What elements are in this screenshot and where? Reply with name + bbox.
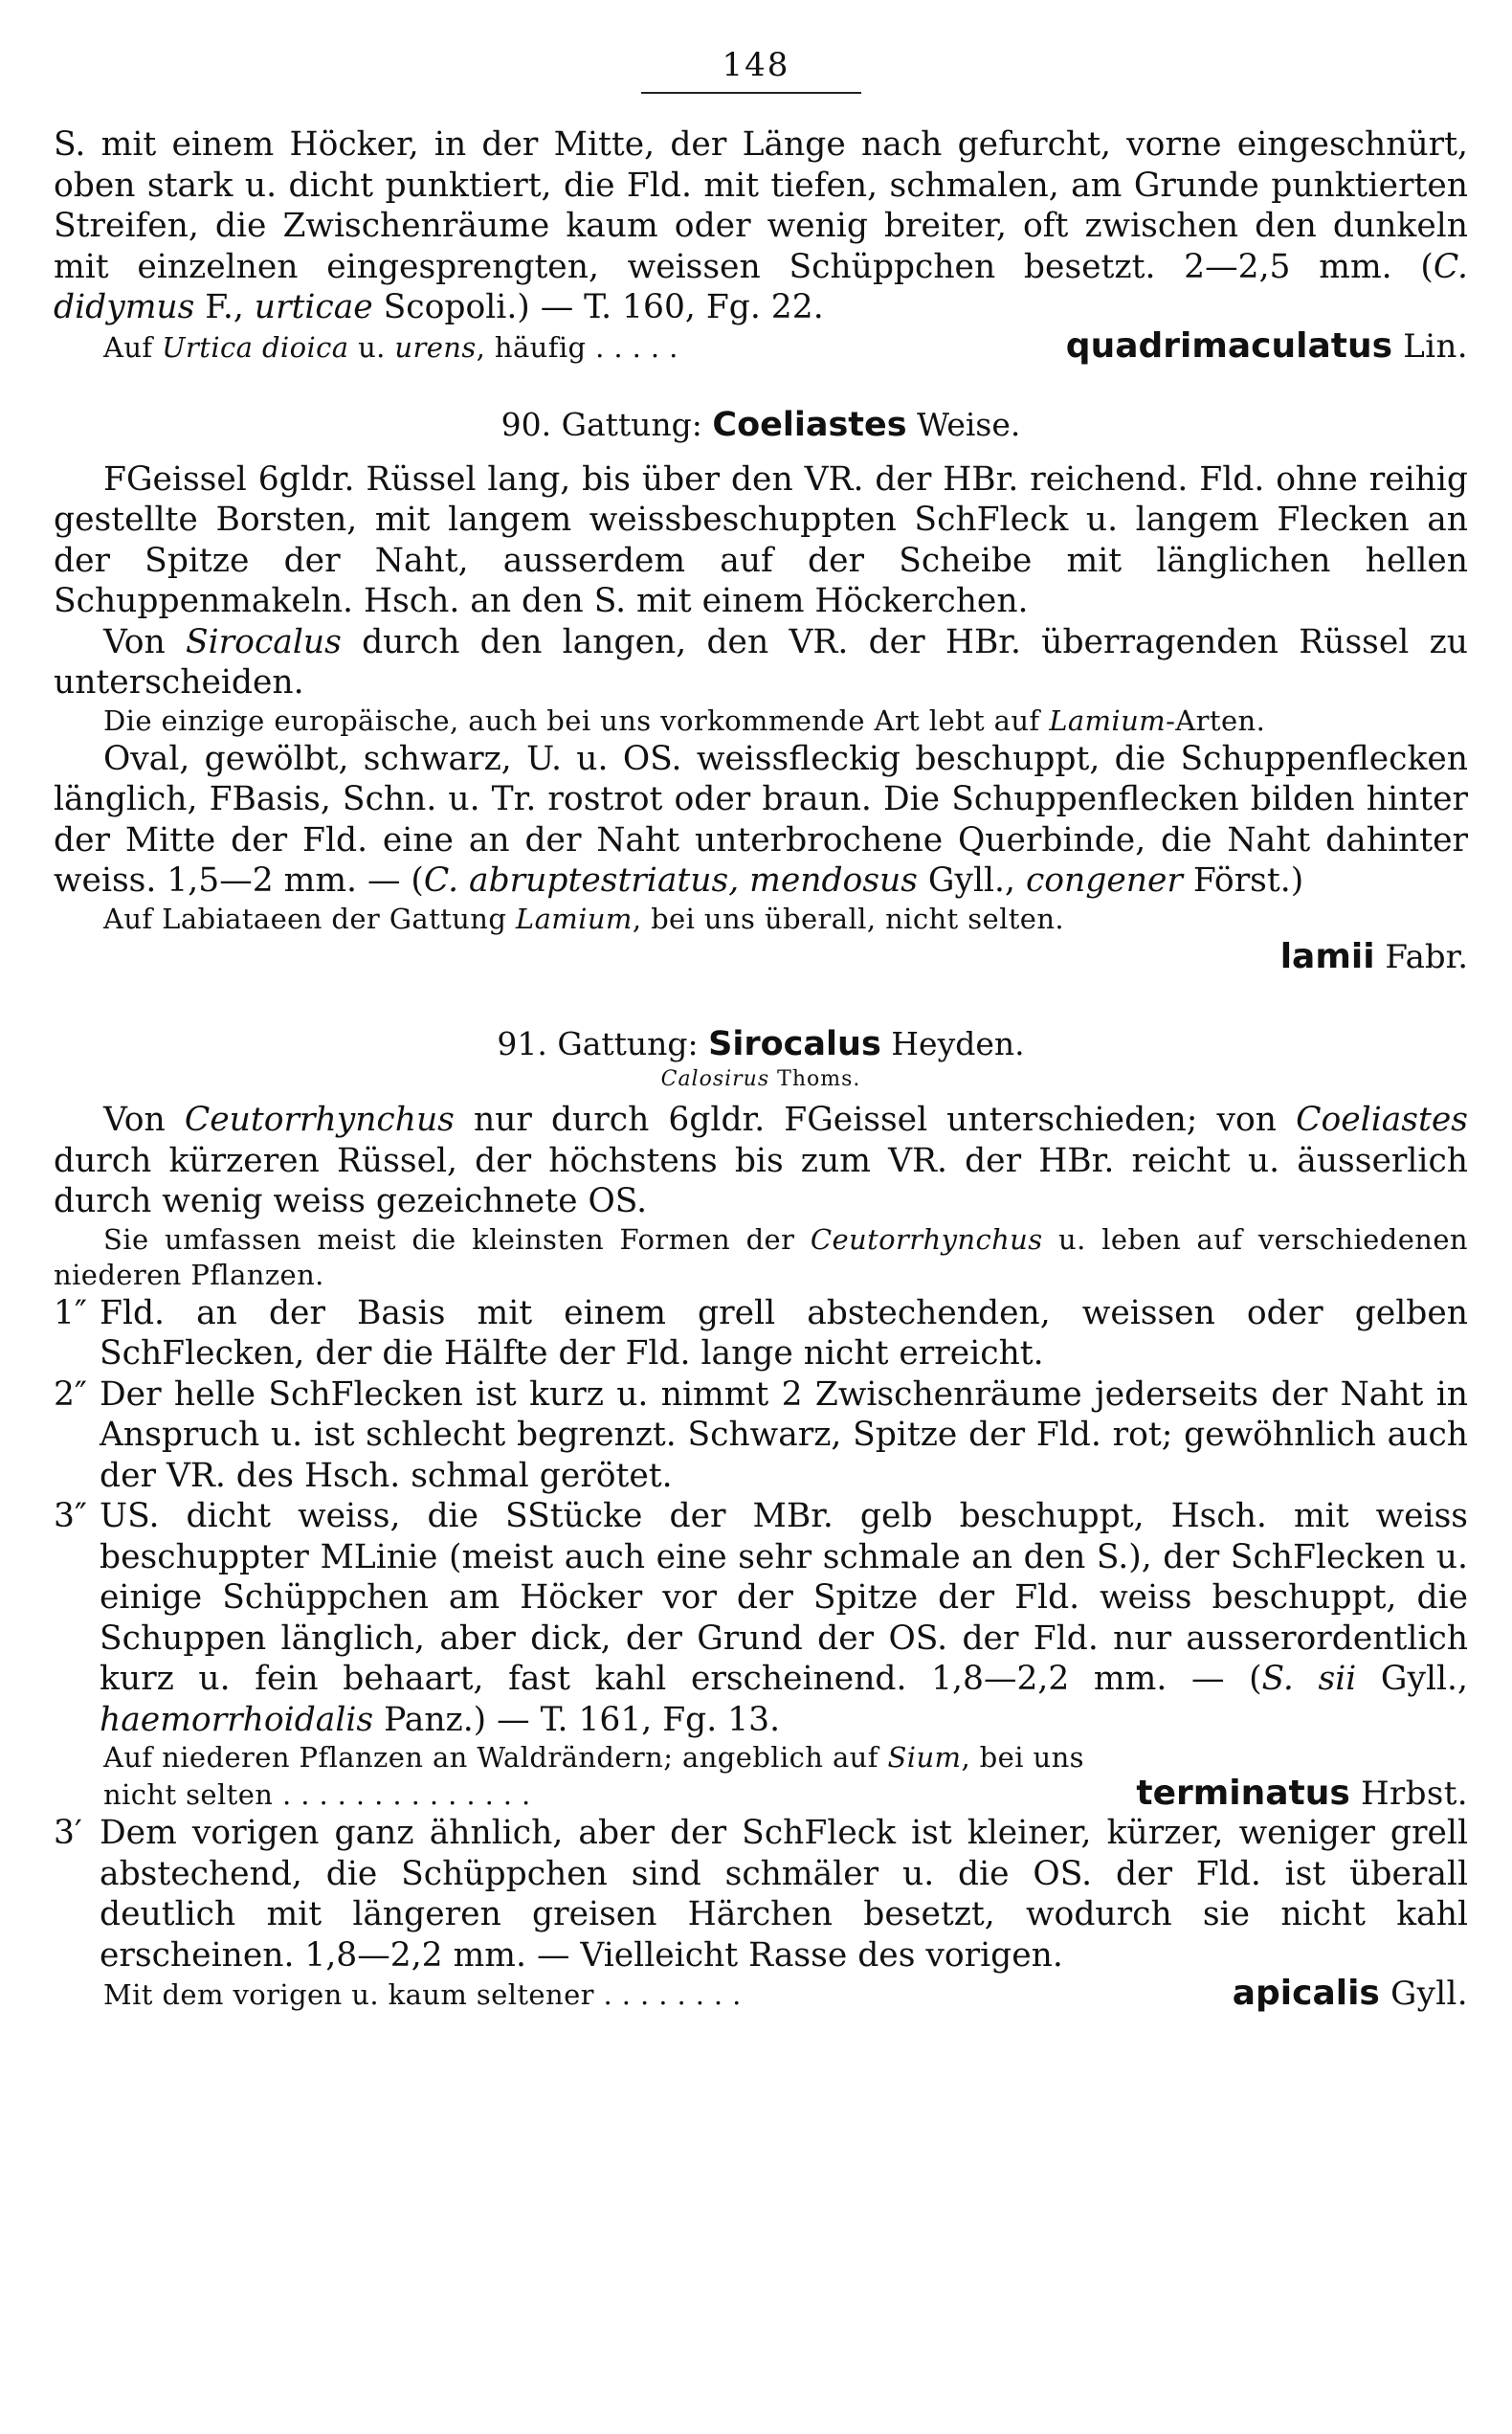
species-name-apicalis: apicalis Gyll. bbox=[1232, 1974, 1468, 2013]
species-name-lamii: lamii Fabr. bbox=[1279, 936, 1468, 976]
species-description-lamii: Oval, gewölbt, schwarz, U. u. OS. weissfleckig beschuppt, die Schuppenflecken länglich, FBasis, Schn. u. Tr. rostrot oder braun. Die Schuppenflecken bilden hinter der Mitte der Fld. eine an der Naht unterbrochene Querbinde, die Naht dahinter weiss. 1,5—2 mm. — (C. abruptestriatus, mendosus Gyll., congener Först.) bbox=[54, 739, 1468, 900]
habitat-line-terminatus: Auf niederen Pflanzen an Waldrändern; angeblich auf Sium, bei uns bbox=[103, 1741, 1084, 1774]
genus-90-description: FGeissel 6gldr. Rüssel lang, bis über den VR. der HBr. reichend. Fld. ohne reihig gestellte Borsten, mit langem weissbeschuppten SchFleck u. langem Flecken an der Spitze der Naht, ausserdem auf der Scheibe mit länglichen hellen Schuppenmakeln. Hsch. an den S. mit einem Höckerchen. bbox=[54, 459, 1468, 620]
genus-heading-91: 91. Gattung: Sirocalus Heyden. bbox=[497, 1025, 1025, 1063]
species-name-quadrimaculatus: quadrimaculatus Lin. bbox=[1065, 325, 1468, 366]
key-couplet-3: 3″ US. dicht weiss, die SStücke der MBr. gelb beschuppt, Hsch. mit weiss beschuppter MLinie (meist auch eine sehr schmale an den S.), der SchFlecken u. einige Schüppchen am Höcker vor der Spitze der Fld. weiss beschuppt, die Schuppen länglich, aber dick, der Grund der OS. der Fld. nur ausserordentlich kurz u. fein behaart, fast kahl erscheinend. 1,8—2,2 mm. — (S. sii Gyll., haemorrhoidalis Panz.) — T. 161, Fg. 13. bbox=[54, 1497, 1468, 1739]
species-name-terminatus: terminatus Hrbst. bbox=[1136, 1774, 1468, 1813]
species-line-apicalis: Mit dem vorigen u. kaum seltener . . . . . . . . apicalis Gyll. bbox=[103, 1974, 1468, 2013]
key-couplet-1: 1″ Fld. an der Basis mit einem grell abstechenden, weissen oder gelben SchFlecken, der die Hälfte der Fld. lange nicht erreicht. bbox=[54, 1293, 1468, 1373]
page-number: 148 bbox=[722, 46, 790, 84]
genus-90-note: Die einzige europäische, auch bei uns vorkommende Art lebt auf Lamium-Arten. bbox=[103, 703, 1266, 737]
key-couplet-3-alt: 3′ Dem vorigen ganz ähnlich, aber der SchFleck ist kleiner, kürzer, weniger grell abstechend, die Schüppchen sind schmäler u. die OS. der Fld. ist überall deutlich mit längeren greisen Härchen besetzt, wodurch sie nicht kahl erscheinen. 1,8—2,2 mm. — Vielleicht Rasse des vorigen. bbox=[54, 1814, 1468, 1975]
genus-91-note: Sie umfassen meist die kleinsten Formen der Ceutorrhynchus u. leben auf verschiedenen niederen Pflanzen. bbox=[54, 1222, 1468, 1291]
habitat-line-quadrimaculatus: Auf Urtica dioica u. urens, häufig . . . . . quadrimaculatus Lin. bbox=[103, 325, 1468, 366]
key-couplet-2: 2″ Der helle SchFlecken ist kurz u. nimmt 2 Zwischenräume jederseits der Naht in Anspruch u. ist schlecht begrenzt. Schwarz, Spitze der Fld. rot; gewöhnlich auch der VR. des Hsch. schmal gerötet. bbox=[54, 1374, 1468, 1495]
species-line-terminatus: nicht selten . . . . . . . . . . . . . . terminatus Hrbst. bbox=[103, 1774, 1468, 1813]
genus-91-description: Von Ceutorrhynchus nur durch 6gldr. FGeissel unterschieden; von Coeliastes durch kürzeren Rüssel, der höchstens bis zum VR. der HBr. reicht u. äusserlich durch wenig weiss gezeichnete OS. bbox=[54, 1101, 1468, 1220]
habitat-line-lamii: Auf Labiataeen der Gattung Lamium, bei uns überall, nicht selten. bbox=[103, 902, 1065, 935]
species-description-quadrimaculatus: S. mit einem Höcker, in der Mitte, der Länge nach gefurcht, vorne eingeschnürt, oben stark u. dicht punktiert, die Fld. mit tiefen, schmalen, am Grunde punktierten Streifen, die Zwischenräume kaum oder wenig breiter, oft zwischen den dunkeln mit einzelnen eingesprengten, weissen Schüppchen besetzt. 2—2,5 mm. (C. didymus F., urticae Scopoli.) — T. 160, Fg. 22. bbox=[54, 125, 1468, 326]
page-number-rule bbox=[641, 92, 861, 94]
genus-91-synonym: Calosirus Thoms. bbox=[660, 1067, 861, 1091]
genus-90-distinction: Von Sirocalus durch den langen, den VR. der HBr. überragenden Rüssel zu unterscheiden. bbox=[54, 622, 1468, 702]
page-body bbox=[54, 124, 1468, 2013]
genus-heading-90: 90. Gattung: Coeliastes Weise. bbox=[500, 405, 1021, 444]
